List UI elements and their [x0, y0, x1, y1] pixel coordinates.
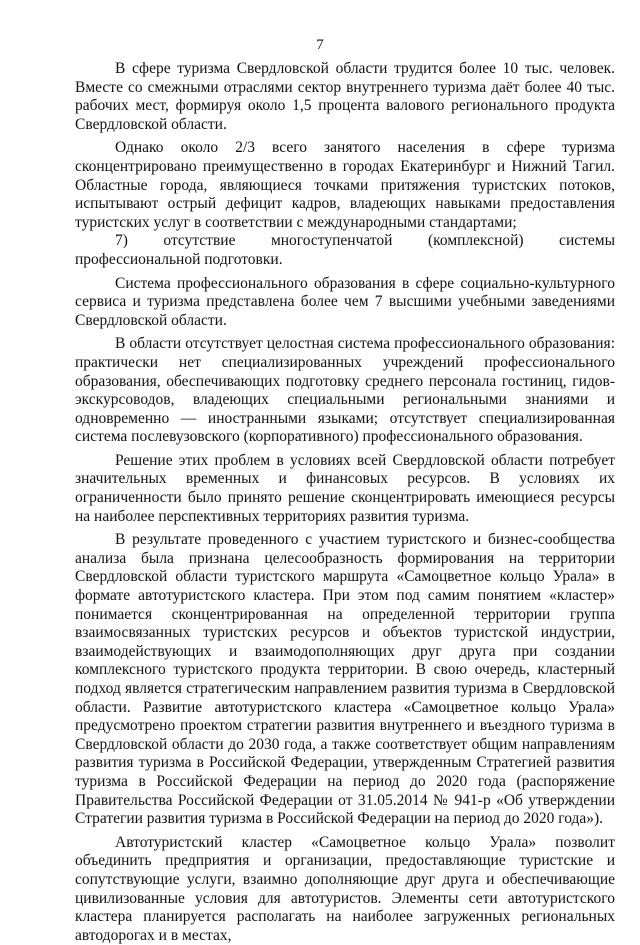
- paragraph-cluster-benefits: Автотуристский кластер «Самоцветное кольцо Урала» позволит объединить предприятия и организации, предоставляющие туристские и сопутствующие услуги, взаимно дополняющие друг друга и обеспечивающие цивилизованные условия для автотуристов. Элементы сети автотуристского кластера планируется располагать на наиболее загруженных региональных автодорогах и в местах,: [75, 833, 615, 944]
- paragraph-training-system-absence: 7) отсутствие многоступенчатой (комплексной) системы профессиональной подготовки.: [75, 232, 615, 268]
- paragraph-tourism-employment: В сфере туризма Свердловской области трудится более 10 тыс. человек. Вместе со смежными отраслями сектор внутреннего туризма даёт более 40 тыс. рабочих мест, формируя около 1,5 процента валового регионального продукта Свердловской области.: [75, 60, 615, 133]
- document-body: [75, 60, 615, 945]
- paragraph-missing-education: В области отсутствует целостная система профессионального образования: практически нет специализированных учреждений профессионального образования, обеспечивающих подготовку среднего персонала гостиниц, гидов-экскурсоводов, владеющих специальными региональными знаниями и одновременно — иностранными языками; отсутствует специализированная система послевузовского (корпоративного) профессионального образования.: [75, 335, 615, 446]
- paragraph-cluster-analysis: В результате проведенного с участием туристского и бизнес-сообщества анализа была признана целесообразность формирования на территории Свердловской области туристского маршрута «Самоцветное кольцо Урала» в формате автотуристского кластера. При этом под самим понятием «кластер» понимается сконцентрированная на определенной территории группа взаимосвязанных туристских ресурсов и объектов туристской индустрии, взаимодействующих и взаимодополняющих друг друга при создании комплексного туристского продукта территории. В свою очередь, кластерный подход является стратегическим направлением развития туризма в Свердловской области. Развитие автотуристского кластера «Самоцветное кольцо Урала» предусмотрено проектом стратегии развития внутреннего и въездного туризма в Свердловской области до 2030 года, а также соответствует общим направлениям развития туризма в Российской Федерации, утвержденным Стратегией развития туризма в Российской Федерации на период до 2020 года (распоряжение Правительства Российской Федерации от 31.05.2014 № 941-р «Об утверждении Стратегии развития туризма в Российской Федерации на период до 2020 года»).: [75, 531, 615, 828]
- paragraph-population-concentration: Однако около 2/3 всего занятого населения в сфере туризма сконцентрировано преимущественно в городах Екатеринбург и Нижний Тагил. Областные города, являющиеся точками притяжения туристских потоков, испытывают острый дефицит кадров, владеющих навыками предоставления туристских услуг в соответствии с международными стандартами;: [75, 139, 615, 231]
- page-number: 7: [316, 37, 324, 53]
- paragraph-education-system: Система профессионального образования в сфере социально-культурного сервиса и туризма представлена более чем 7 высшими учебными заведениями Свердловской области.: [75, 274, 615, 329]
- paragraph-resource-concentration: Решение этих проблем в условиях всей Свердловской области потребует значительных временных и финансовых ресурсов. В условиях их ограниченности было принято решение сконцентрировать имеющиеся ресурсы на наиболее перспективных территориях развития туризма.: [75, 451, 615, 525]
